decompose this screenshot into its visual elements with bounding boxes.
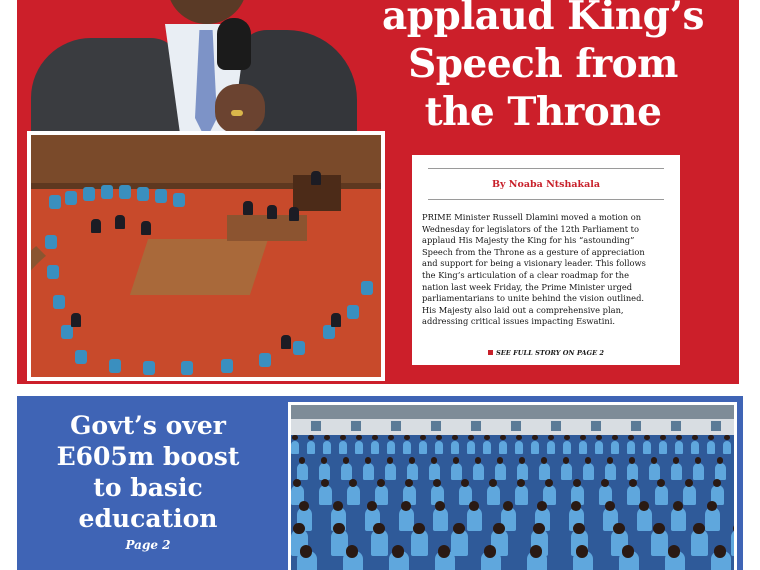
student: [655, 485, 668, 505]
education-headline[interactable]: [17, 410, 279, 534]
student: [675, 441, 683, 454]
student: [297, 463, 308, 480]
top-story-panel: [17, 0, 739, 384]
student: [435, 441, 443, 454]
top-story-article: [412, 155, 680, 365]
student: [451, 441, 459, 454]
student: [473, 463, 484, 480]
school-assembly-photo: [288, 402, 737, 570]
student: [451, 463, 462, 480]
student: [429, 463, 440, 480]
student: [627, 485, 640, 505]
student: [691, 441, 699, 454]
student: [659, 441, 667, 454]
student: [403, 441, 411, 454]
student: [355, 441, 363, 454]
student: [707, 441, 715, 454]
student: [499, 441, 507, 454]
microphone-icon: [217, 18, 251, 70]
student: [595, 441, 603, 454]
student: [683, 485, 696, 505]
student: [627, 463, 638, 480]
see-full-story-label: SEE FULL STORY ON PAGE 2: [495, 349, 604, 357]
byline: By Noaba Ntshakala: [491, 179, 601, 190]
student: [515, 485, 528, 505]
red-square-icon: [488, 350, 493, 355]
headline-line: the Throne: [424, 89, 662, 135]
see-full-story-link[interactable]: [412, 349, 680, 357]
headline-line: applaud King’s: [382, 0, 704, 39]
student: [611, 441, 619, 454]
student: [419, 441, 427, 454]
student: [579, 441, 587, 454]
student: [671, 463, 682, 480]
student: [375, 485, 388, 505]
student: [561, 463, 572, 480]
top-story-headline[interactable]: [347, 0, 739, 136]
student: [643, 441, 651, 454]
student: [323, 441, 331, 454]
student: [363, 463, 374, 480]
prime-minister-photo: [17, 0, 357, 134]
student: [487, 485, 500, 505]
student: [515, 441, 523, 454]
student: [627, 441, 635, 454]
student: [563, 441, 571, 454]
student: [341, 463, 352, 480]
student: [723, 441, 731, 454]
student: [583, 463, 594, 480]
student: [495, 463, 506, 480]
student: [407, 463, 418, 480]
article-body: PRIME Minister Russell Dlamini moved a motion on Wednesday for legislators of the 12th Parliament to applaud His Majesty the King for his “astounding” Speech from the Throne as a gesture of appreciation and support for being a visionary leader. This follows the King’s articulation of a clear roadmap for the nation last week Friday, the Prime Minister urged parliamentarians to unite behind the vision outlined. His Majesty also laid out a comprehensive plan, addressing critical issues impacting Eswatini.: [422, 212, 646, 327]
student: [547, 441, 555, 454]
headline-line: to basic: [93, 473, 203, 502]
headline-line: Speech from: [408, 41, 678, 87]
headline-line: Govt’s over: [70, 411, 226, 440]
student: [483, 441, 491, 454]
student: [605, 463, 616, 480]
student: [347, 485, 360, 505]
student: [467, 441, 475, 454]
parliament-chamber-photo: [27, 131, 385, 381]
student: [731, 529, 737, 556]
student: [693, 463, 704, 480]
student: [291, 441, 299, 454]
student: [715, 463, 726, 480]
student: [371, 441, 379, 454]
student: [387, 441, 395, 454]
student: [319, 485, 332, 505]
student: [319, 463, 330, 480]
student: [385, 463, 396, 480]
student: [307, 441, 315, 454]
student: [539, 463, 550, 480]
headline-line: education: [78, 504, 218, 533]
student: [649, 463, 660, 480]
student: [339, 441, 347, 454]
education-story-panel: [17, 396, 743, 570]
headline-line: E605m boost: [56, 442, 240, 471]
student: [531, 441, 539, 454]
page-reference[interactable]: Page 2: [125, 538, 171, 552]
student: [517, 463, 528, 480]
